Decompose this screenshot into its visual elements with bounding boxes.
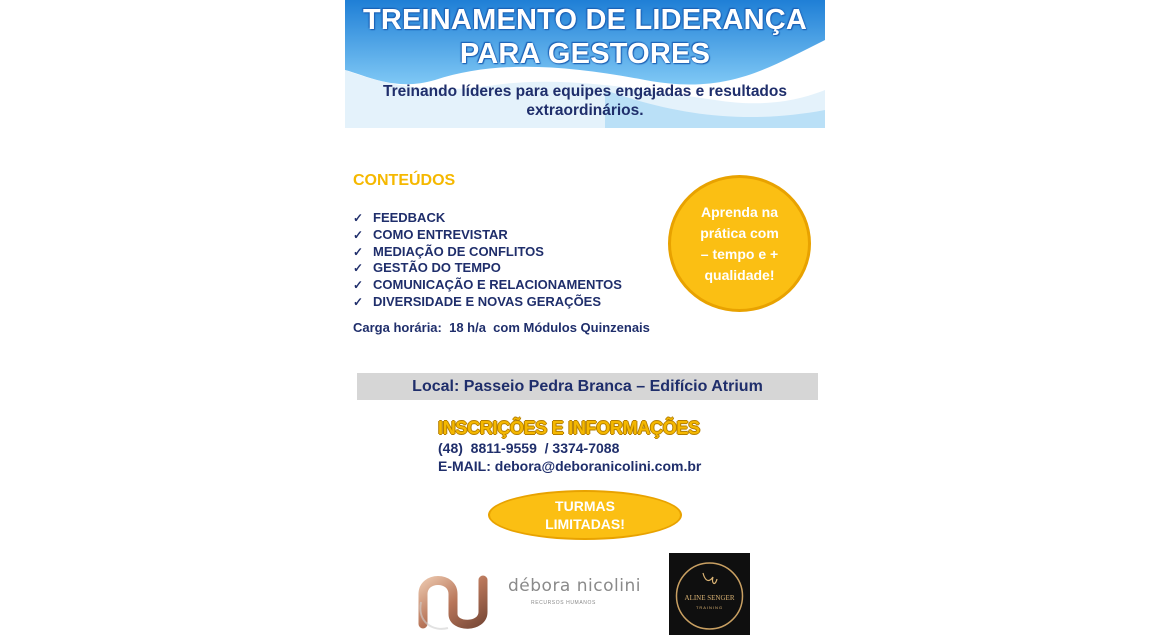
email-address: E-MAIL: debora@deboranicolini.com.br xyxy=(438,458,702,474)
course-hours: Carga horária: 18 h/a com Módulos Quinzenais xyxy=(353,320,650,335)
debora-nicolini-logo xyxy=(413,562,641,634)
limited-seats-badge xyxy=(488,490,682,540)
phone-numbers: (48) 8811-9559 / 3374-7088 xyxy=(438,440,620,456)
dn-monogram-icon xyxy=(413,562,503,634)
checkmark-icon: ✓ xyxy=(353,278,364,293)
checkmark-icon: ✓ xyxy=(353,244,364,259)
contents-list xyxy=(353,210,622,311)
list-item: ✓ MEDIAÇÃO DE CONFLITOS xyxy=(353,243,544,259)
list-item: ✓ FEEDBACK xyxy=(353,210,446,225)
list-item: ✓ DIVERSIDADE E NOVAS GERAÇÕES xyxy=(353,293,602,309)
limited-line: TURMAS xyxy=(555,498,615,514)
promo-line: Aprenda na xyxy=(700,203,778,220)
contents-title: CONTEÚDOS xyxy=(353,172,456,189)
list-item: ✓ GESTÃO DO TEMPO xyxy=(353,260,501,276)
checkmark-icon: ✓ xyxy=(353,227,364,242)
subtitle xyxy=(355,82,815,120)
checkmark-icon: ✓ xyxy=(353,261,364,276)
promo-line: qualidade! xyxy=(704,266,775,283)
registration-title: INSCRIÇÕES E INFORMAÇÕES xyxy=(438,418,700,438)
promo-line: – tempo e + xyxy=(700,245,779,262)
promo-badge xyxy=(668,175,811,312)
header-banner xyxy=(345,0,825,128)
list-item: ✓ COMUNICAÇÃO E RELACIONAMENTOS xyxy=(353,277,622,293)
aline-subtitle: TRAINING xyxy=(695,605,724,610)
title-line-1: TREINAMENTO DE LIDERANÇA xyxy=(362,4,808,36)
list-item: ✓ COMO ENTREVISTAR xyxy=(353,226,508,242)
location-bar: Local: Passeio Pedra Branca – Edifício Atrium xyxy=(357,373,818,400)
promo-line: prática com xyxy=(700,224,779,241)
debora-name: débora nicolini xyxy=(508,576,641,596)
aline-name: ALINE SENGER xyxy=(684,594,735,602)
limited-line: LIMITADAS! xyxy=(545,516,625,532)
checkmark-icon: ✓ xyxy=(353,211,364,225)
title-line-2: PARA GESTORES xyxy=(459,38,711,70)
flyer xyxy=(345,0,825,640)
debora-subtitle: RECURSOS HUMANOS xyxy=(531,600,596,606)
aline-senger-logo xyxy=(669,553,750,635)
checkmark-icon: ✓ xyxy=(353,294,364,309)
subtitle-line-1: Treinando líderes para equipes engajadas e resultados xyxy=(382,83,787,100)
subtitle-line-2: extraordinários. xyxy=(526,102,644,119)
